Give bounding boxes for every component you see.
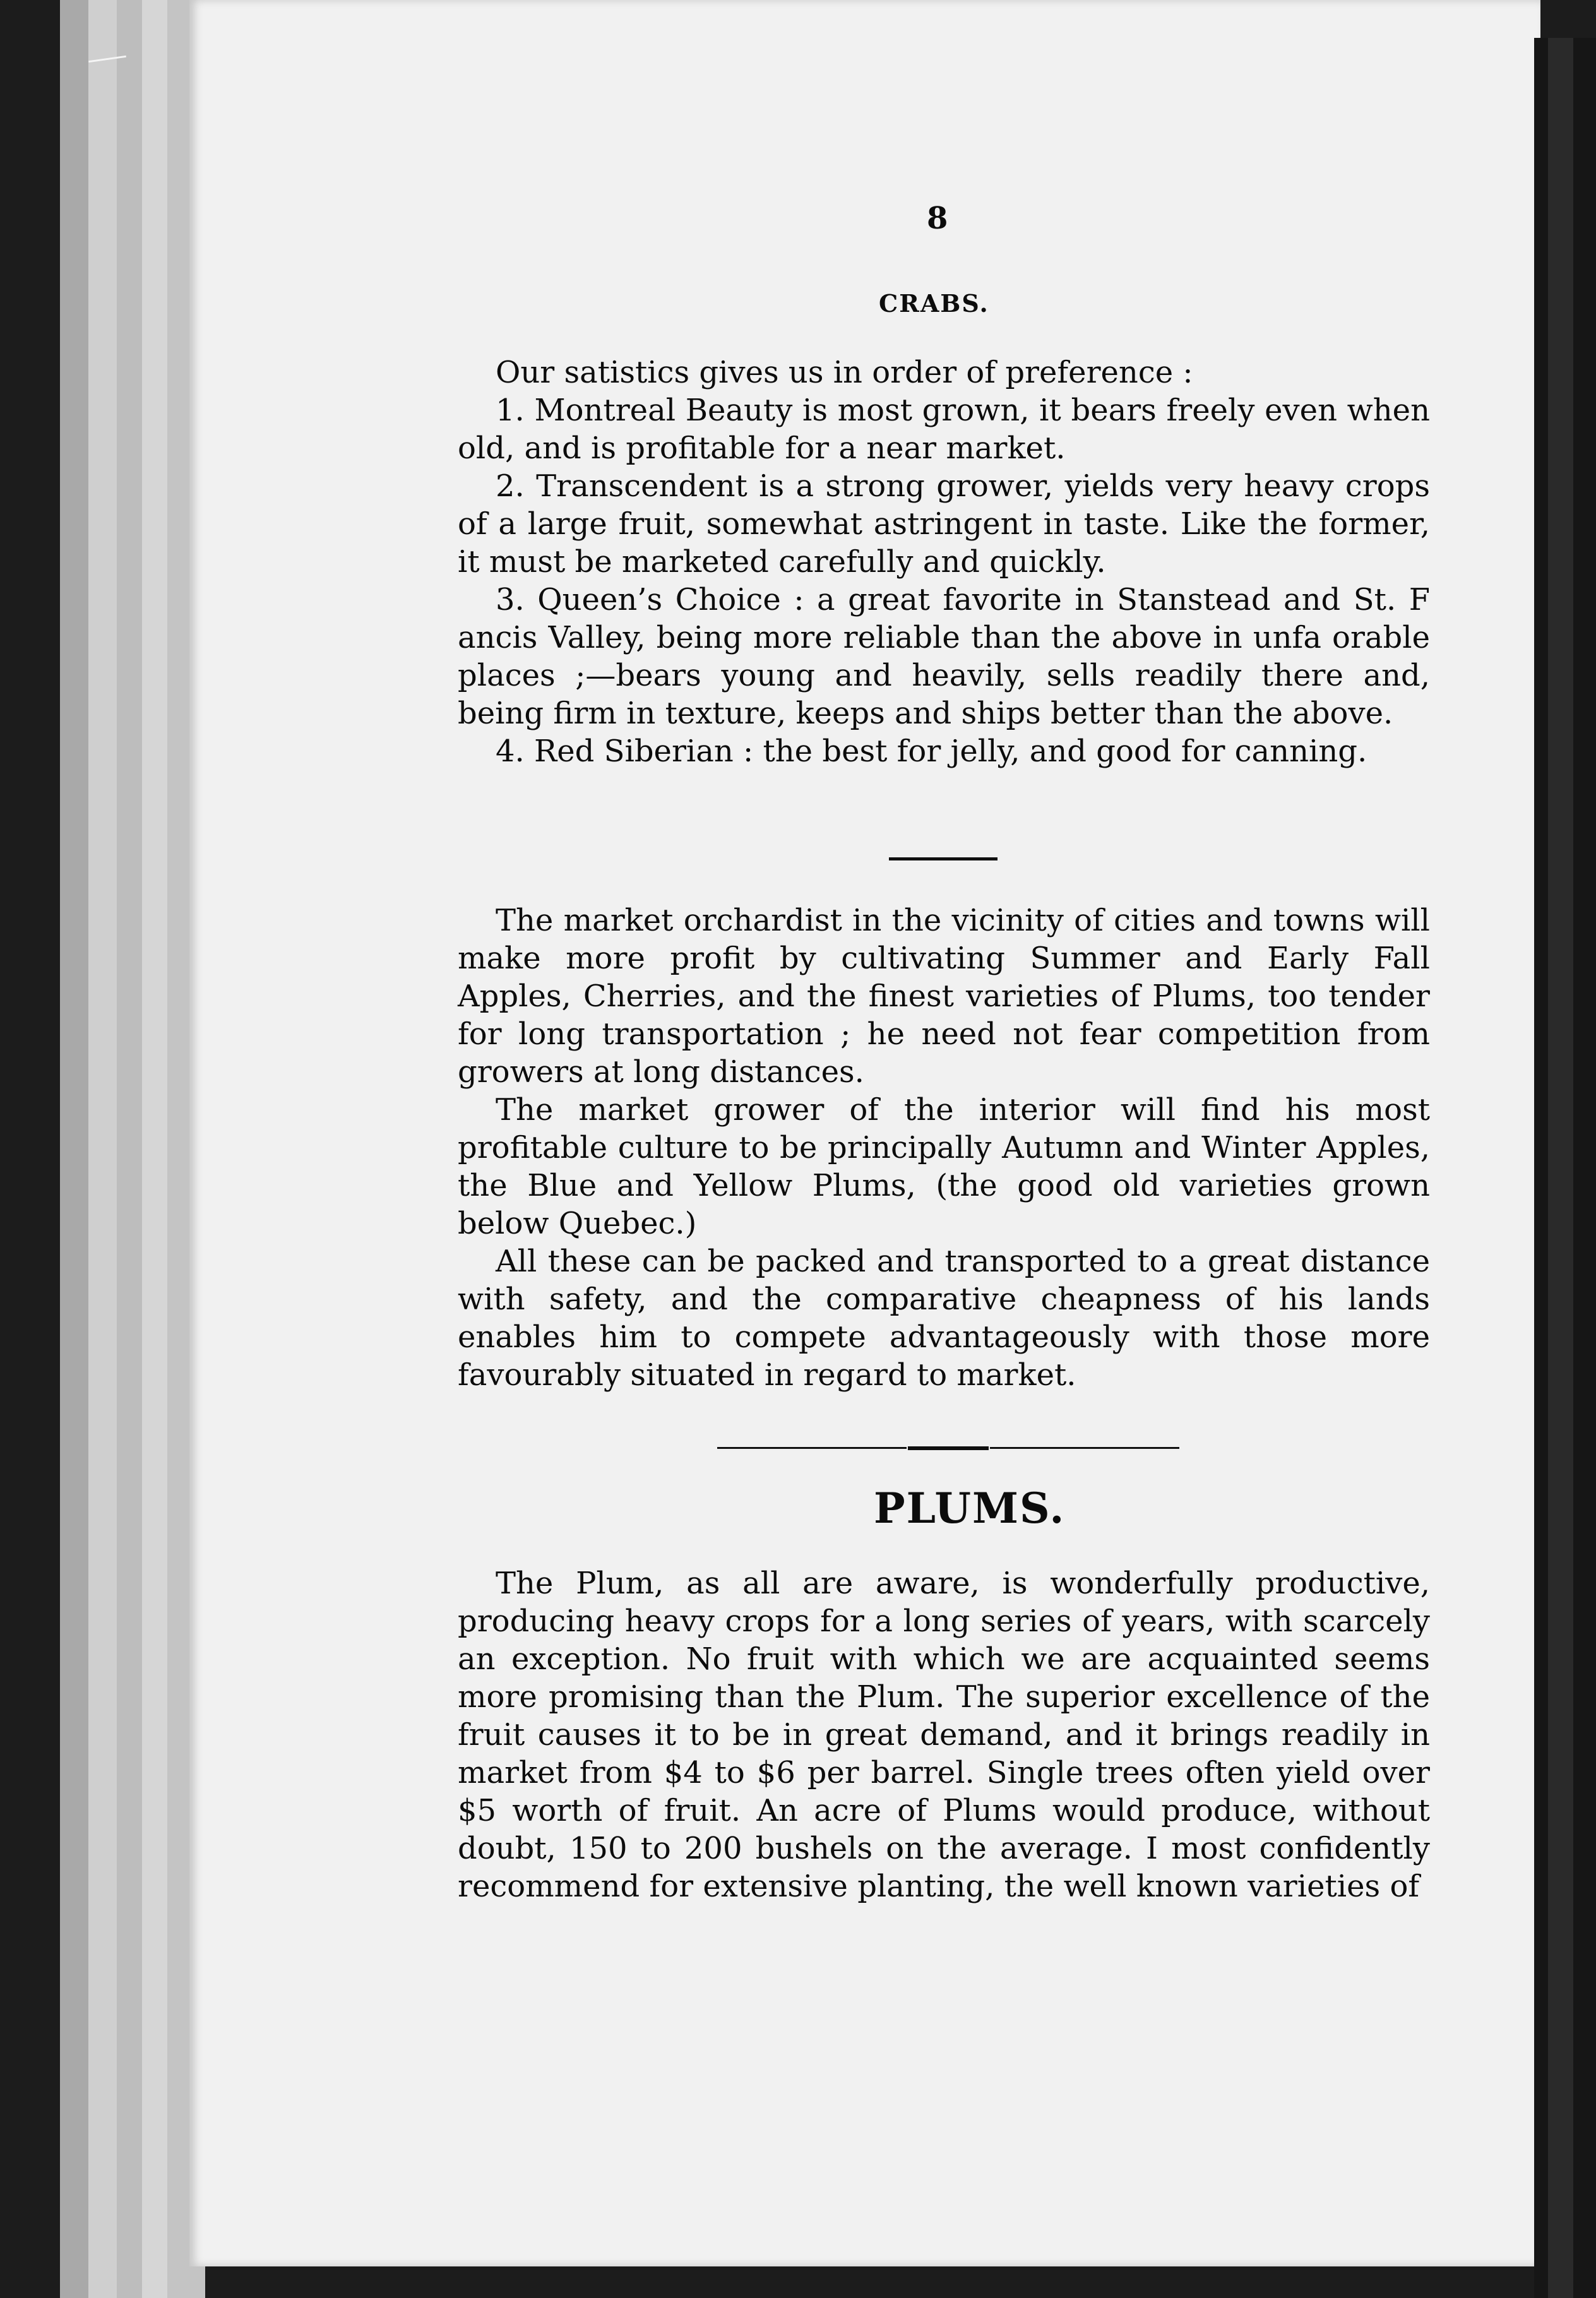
market-section [458,902,1430,1394]
crabs-list-item: 2. Transcendent is a strong grower, yields very heavy crops of a large fruit, somewhat astringent in taste. Like the former, it must be marketed carefully and quickly. [458,468,1430,580]
ornamental-divider [717,1447,1179,1450]
page-number: 8 [927,201,948,236]
right-page-edge [1548,38,1573,2298]
crabs-heading: CRABS. [879,289,989,318]
market-paragraph: The market grower of the interior will find his most profitable culture to be principally Autumn and Winter Apples, the Blue and Yellow Plums, (the good old varieties grown below Quebec.) [458,1092,1430,1241]
divider-line [990,1447,1179,1449]
market-paragraph: The market orchardist in the vicinity of cities and towns will make more profit by cultivating Summer and Early Fall Apples, Cherries, and the finest varieties of Plums, too tender for long transportation ; he need not fear competition from growers at long distances. [458,903,1430,1090]
plums-section [458,1564,1430,1905]
crabs-list-item: 3. Queen’s Choice : a great favorite in Stanstead and St. F ancis Valley, being more reliable than the above in unfa orable places ;—bears young and heavily, sells readily there and, being firm in texture, keeps and ships better than the above. [458,582,1430,731]
crabs-list-item: 1. Montreal Beauty is most grown, it bears freely even when old, and is profitable for a near market. [458,393,1430,466]
crabs-section [458,354,1430,770]
crabs-list-item: 4. Red Siberian : the best for jelly, and good for canning. [496,734,1367,769]
divider-line [717,1447,907,1449]
market-paragraph: All these can be packed and transported to a great distance with safety, and the comparative cheapness of his lands enables him to compete advantageously with those more favourably situated in regard to market. [458,1244,1430,1393]
section-divider [889,857,998,860]
divider-center [908,1446,989,1450]
crabs-intro: Our satistics gives us in order of preference : [496,355,1193,390]
plums-paragraph: The Plum, as all are aware, is wonderfully productive, producing heavy crops for a long series of years, with scarcely an exception. No fruit with which we are acquainted seems more promising than the Plum. The superior excellence of the fruit causes it to be in great demand, and it brings readily in market from $4 to $6 per barrel. Single trees often yield over $5 worth of fruit. An acre of Plums would produce, without doubt, 150 to 200 bushels on the average. I most confidently recommend for extensive planting, the well known varieties of [458,1566,1430,1904]
plums-heading: PLUMS. [874,1484,1066,1533]
